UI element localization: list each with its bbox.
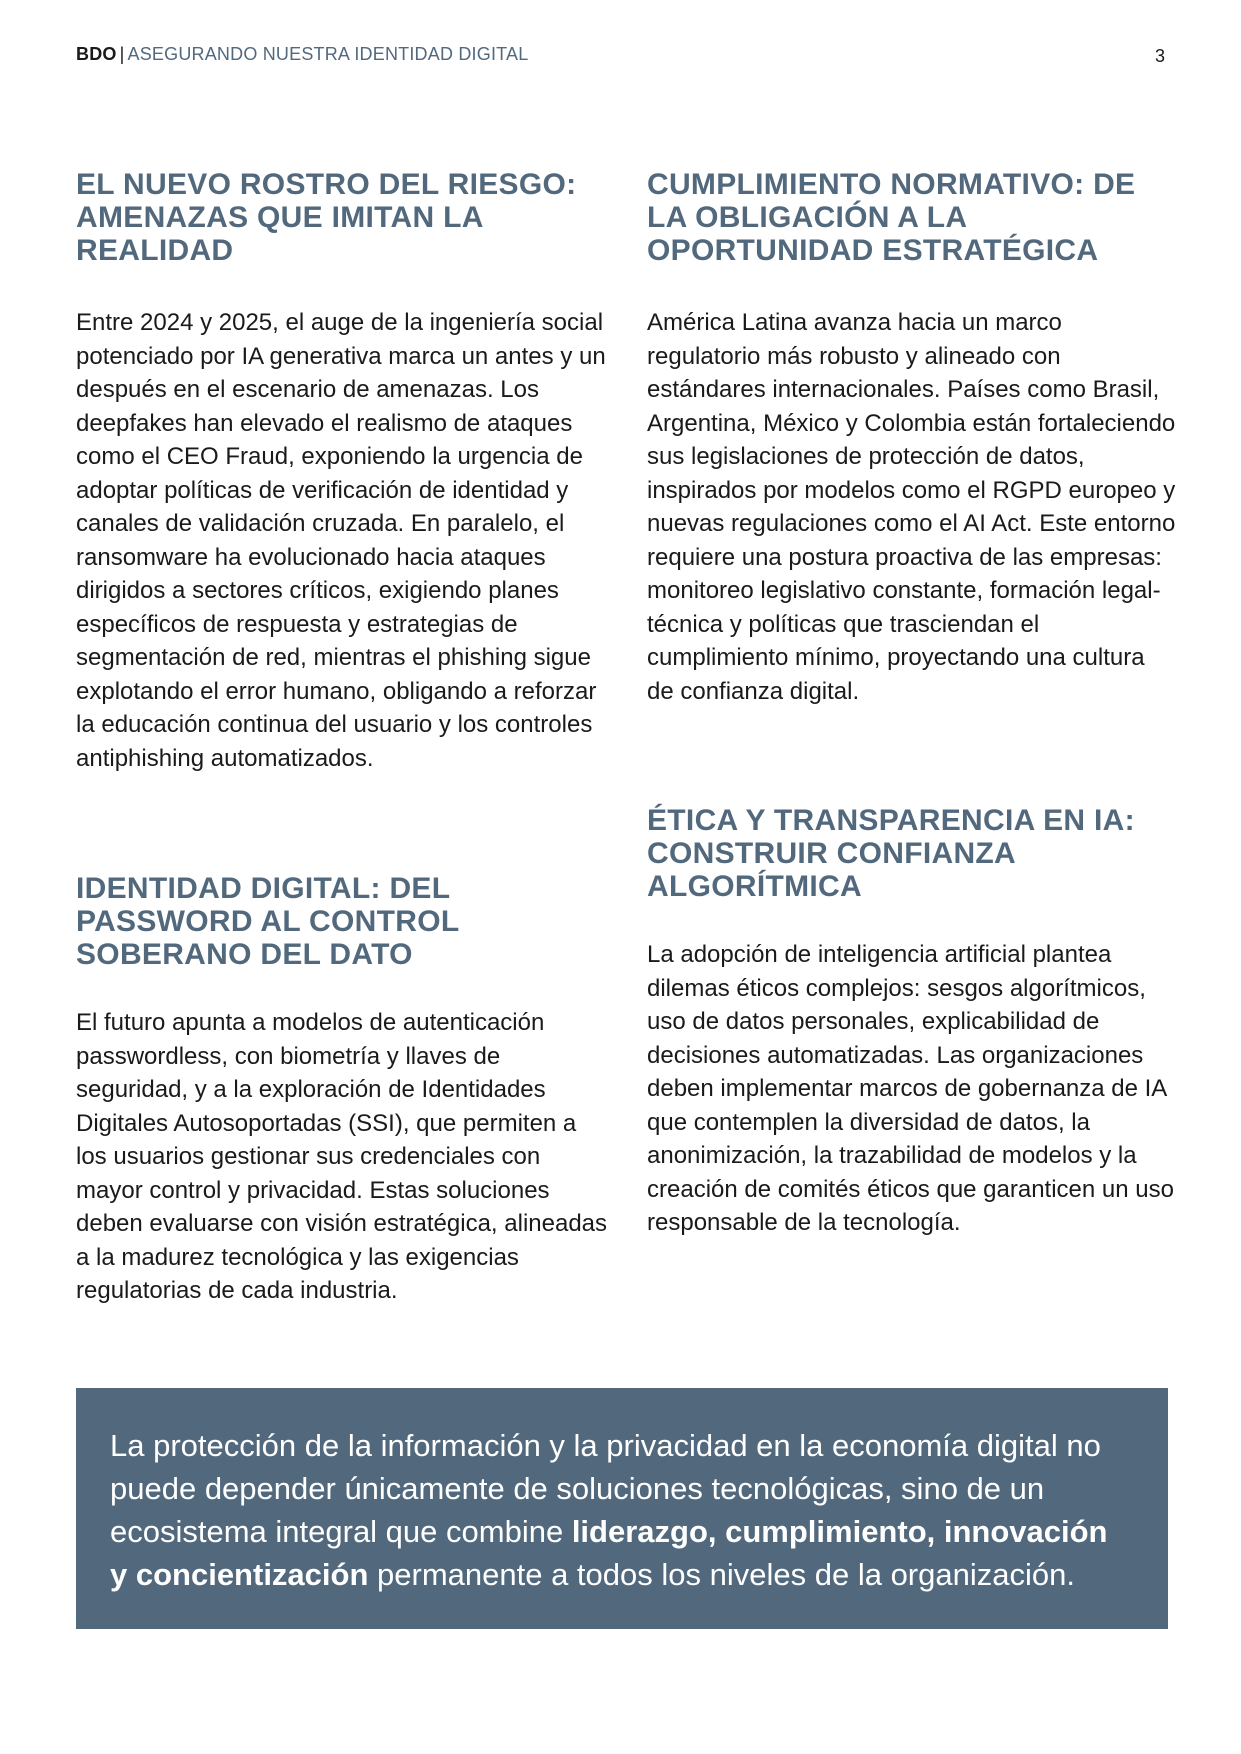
pull-quote-emphasis: liderazgo, cumplimiento, innovación y concientización (110, 1514, 1108, 1592)
pull-quote-start: La protección de la información y la privacidad en la economía digital no puede depender únicamente de soluciones tecnológicas, sino de un ecosistema integral que combine (110, 1428, 1101, 1549)
section-body-identity: El futuro apunta a modelos de autenticación passwordless, con biometría y llaves de seguridad, y a la exploración de Identidades Digitales Autosoportadas (SSI), que permiten a los usuarios gestionar sus credenciales con mayor control y privacidad. Estas soluciones deben evaluarse con visión estratégica, alineadas a la madurez tecnológica y las exigencias regulatorias de cada industria. (76, 1009, 608, 1304)
section-title-compliance: CUMPLIMIENTO NORMATIVO: DE LA OBLIGACIÓN A LA OPORTUNIDAD ESTRATÉGICA (647, 168, 1136, 267)
header-separator: | (119, 44, 125, 64)
section-body-risk: Entre 2024 y 2025, el auge de la ingeniería social potenciado por IA generativa marca un antes y un después en el escenario de amenazas. Los deepfakes han elevado el realismo de ataques como el CEO Fraud, exponiendo la urgencia de adoptar políticas de verificación de identidad y canales de validación cruzada. En paralelo, el ransomware ha evolucionado hacia ataques dirigidos a sectores críticos, exigiendo planes específicos de respuesta y estrategias de segmentación de red, mientras el phishing sigue explotando el error humano, obligando a reforzar la educación continua del usuario y los controles antiphishing automatizados. (76, 309, 606, 772)
pull-quote-end: permanente a todos los niveles de la organización. (368, 1557, 1075, 1592)
section-title-ethics: ÉTICA Y TRANSPARENCIA EN IA: CONSTRUIR CONFIANZA ALGORÍTMICA (647, 804, 1135, 903)
section-body-ethics: La adopción de inteligencia artificial plantea dilemas éticos complejos: sesgos algorítmicos, uso de datos personales, explicabilidad de decisiones automatizadas. Las organizaciones deben implementar marcos de gobernanza de IA que contemplen la diversidad de datos, la anonimización, la trazabilidad de modelos y la creación de comités éticos que garanticen un uso responsable de la tecnología. (647, 941, 1174, 1236)
pull-quote-box (76, 1388, 1168, 1629)
document-title: ASEGURANDO NUESTRA IDENTIDAD DIGITAL (127, 44, 529, 64)
section-title-identity: IDENTIDAD DIGITAL: DEL PASSWORD AL CONTROL SOBERANO DEL DATO (76, 872, 459, 971)
section-title-risk: EL NUEVO ROSTRO DEL RIESGO: AMENAZAS QUE IMITAN LA REALIDAD (76, 168, 577, 267)
pull-quote-text (110, 1424, 1128, 1596)
brand-name: BDO (76, 44, 117, 64)
running-header (76, 44, 528, 65)
page-number: 3 (1154, 46, 1165, 66)
section-body-compliance: América Latina avanza hacia un marco regulatorio más robusto y alineado con estándares internacionales. Países como Brasil, Argentina, México y Colombia están fortaleciendo sus legislaciones de protección de datos, inspirados por modelos como el RGPD europeo y nuevas regulaciones como el AI Act. Este entorno requiere una postura proactiva de las empresas: monitoreo legislativo constante, formación legal-técnica y políticas que trasciendan el cumplimiento mínimo, proyectando una cultura de confianza digital. (647, 309, 1176, 705)
